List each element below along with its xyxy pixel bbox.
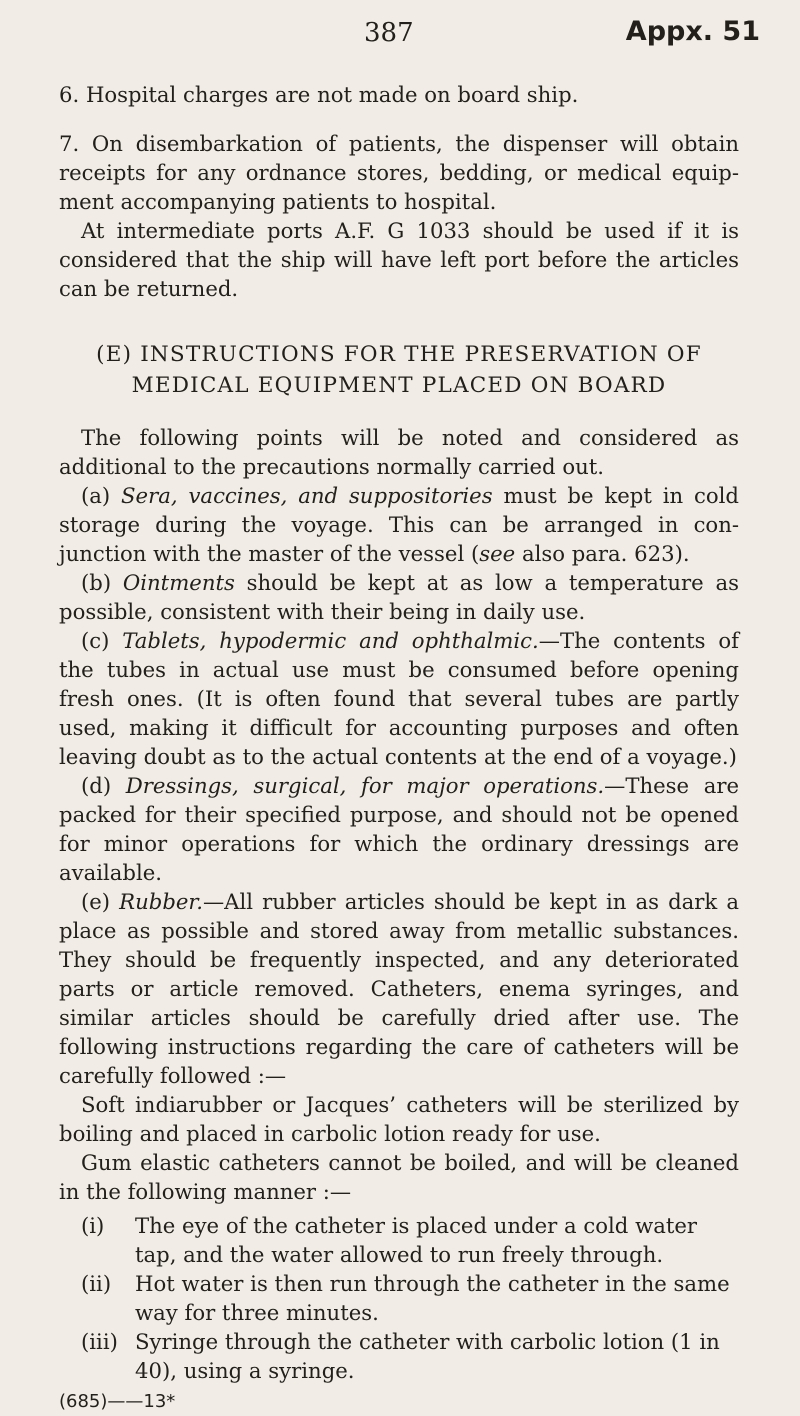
- item-d-title: Dressings, surgical, for major operations.: [125, 773, 605, 798]
- paragraph-6: 6. Hospital charges are not made on board ship.: [59, 82, 579, 107]
- item-b-title: Ointments: [122, 570, 235, 595]
- item-c-label: (c): [81, 628, 110, 653]
- item-b-text: should be kept at as low a temperature as possible, consistent with their being in daily use.: [59, 570, 739, 624]
- item-a-see: see: [479, 541, 516, 566]
- item-d-text: —These are packed for their specified purpose, and should not be opened for minor operations for which the ordinary dressings are available.: [59, 773, 739, 885]
- page-header: [0, 10, 800, 50]
- item-c-title: Tablets, hypodermic and ophthalmic.: [122, 628, 539, 653]
- paragraph-7: 7. On disembarkation of patients, the dispenser will obtain receipts for any ordnance stores, bedding, or medical equip- ment accompanying patients to hospital.: [59, 131, 739, 214]
- running-head: Appx. 51: [625, 16, 760, 47]
- item-d-label: (d): [81, 773, 112, 798]
- intro-paragraph: The following points will be noted and considered as additional to the precautions normally carried out.: [59, 425, 739, 479]
- item-a-text-2: also para. 623).: [515, 541, 690, 566]
- list-item: [81, 1327, 739, 1385]
- printer-signature: (685)——13*: [59, 1391, 176, 1412]
- list-item-text: The eye of the catheter is placed under a cold water tap, and the water allowed to run freely through.: [135, 1213, 698, 1267]
- item-e-title: Rubber.: [119, 889, 203, 914]
- list-item-number: (i): [81, 1213, 105, 1238]
- page-number: 387: [364, 18, 414, 48]
- gum-catheters-paragraph: Gum elastic catheters cannot be boiled, and will be cleaned in the following manner :—: [59, 1150, 739, 1204]
- section-heading: [59, 339, 739, 401]
- list-item-number: (ii): [81, 1271, 112, 1296]
- section-heading-line-2: MEDICAL EQUIPMENT PLACED ON BOARD: [131, 373, 667, 398]
- item-a: [59, 481, 739, 568]
- paragraph-7b: At intermediate ports A.F. G 1033 should be used if it is considered that the ship will have left port before the articles can be returned.: [59, 218, 739, 301]
- item-a-label: (a): [81, 483, 111, 508]
- item-a-title: Sera, vaccines, and suppositories: [121, 483, 493, 508]
- item-e-text: —All rubber articles should be kept in as dark a place as possible and stored away from metallic substances. They should be frequently inspected, and any deteriorated parts or article removed. Catheters, enema syringes, and similar articles should be carefully dried after use. The following instructions regarding the care of catheters will be carefully followed :—: [59, 889, 739, 1088]
- item-d: [59, 771, 739, 887]
- page-body: [59, 80, 739, 1416]
- list-item-number: (iii): [81, 1329, 118, 1354]
- item-b: [59, 568, 739, 626]
- item-e: [59, 887, 739, 1090]
- cleaning-steps-list: [81, 1211, 739, 1385]
- item-c: [59, 626, 739, 771]
- soft-catheters-paragraph: Soft indiarubber or Jacques’ catheters will be sterilized by boiling and placed in carbolic lotion ready for use.: [59, 1092, 739, 1146]
- item-a-text-1: must be kept in cold storage during the voyage. This can be arranged in con- junction with the master of the vessel (: [59, 483, 739, 566]
- list-item-text: Syringe through the catheter with carbolic lotion (1 in 40), using a syringe.: [135, 1329, 720, 1383]
- section-heading-line-1: (E) INSTRUCTIONS FOR THE PRESERVATION OF: [96, 342, 702, 367]
- item-b-label: (b): [81, 570, 112, 595]
- list-item: [81, 1211, 739, 1269]
- list-item: [81, 1269, 739, 1327]
- item-e-label: (e): [81, 889, 111, 914]
- item-c-text: —The contents of the tubes in actual use must be consumed before opening fresh ones. (It is often found that several tubes are partly used, making it difficult for accounting purposes and often leaving doubt as to the actual contents at the end of a voyage.): [59, 628, 739, 769]
- list-item-text: Hot water is then run through the catheter in the same way for three minutes.: [135, 1271, 730, 1325]
